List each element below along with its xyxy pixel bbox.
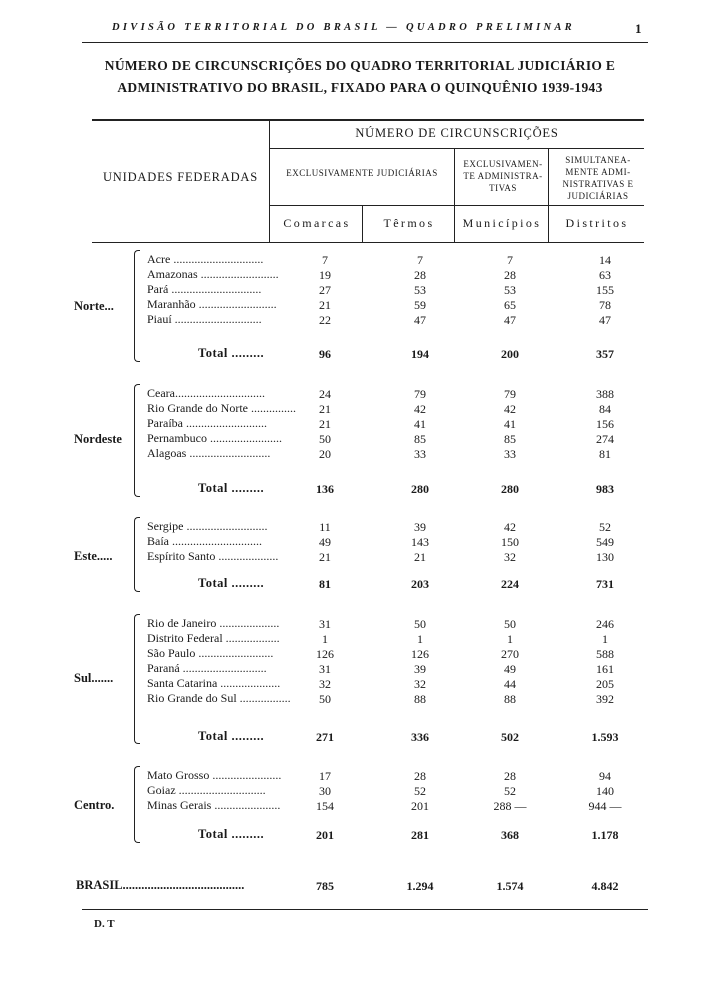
group-header-rule <box>270 148 644 149</box>
header-bottom-rule <box>92 242 644 243</box>
cell-comarcas: 21 <box>319 402 331 416</box>
cell-termos: 50 <box>414 617 426 631</box>
cell-distritos: 78 <box>599 298 611 312</box>
region-label: Sul....... <box>74 671 114 685</box>
region-total-municipios: 368 <box>501 828 519 842</box>
region-total-termos: 336 <box>411 730 429 744</box>
cell-municipios: 85 <box>504 432 516 446</box>
cell-municipios: 42 <box>504 402 516 416</box>
cell-distritos: 130 <box>596 550 614 564</box>
state-name: Ceara.............................. <box>147 386 265 400</box>
region-bracket <box>134 384 140 497</box>
state-name: Piauí ............................. <box>147 312 262 326</box>
region-label: Norte... <box>74 299 114 313</box>
region-bracket <box>134 766 140 843</box>
region-total-distritos: 357 <box>596 347 614 361</box>
cell-municipios: 270 <box>501 647 519 661</box>
cell-termos: 33 <box>414 447 426 461</box>
cell-termos: 1 <box>417 632 423 646</box>
cell-municipios: 47 <box>504 313 516 327</box>
cell-comarcas: 32 <box>319 677 331 691</box>
cell-termos: 79 <box>414 387 426 401</box>
column-header-comarcas: Comarcas <box>283 216 351 230</box>
cell-termos: 126 <box>411 647 429 661</box>
page-number: 1 <box>635 21 642 36</box>
cell-municipios: 28 <box>504 769 516 783</box>
cell-termos: 32 <box>414 677 426 691</box>
cell-comarcas: 50 <box>319 692 331 706</box>
cell-distritos: 47 <box>599 313 611 327</box>
region-total-termos: 280 <box>411 482 429 496</box>
cell-municipios: 52 <box>504 784 516 798</box>
subgroup-rule <box>270 205 644 206</box>
subgroup-exclusively-administrative: EXCLUSIVAMEN-TE ADMINISTRA-TIVAS <box>463 159 543 193</box>
cell-municipios: 42 <box>504 520 516 534</box>
region-label: Centro. <box>74 798 115 812</box>
region-total-distritos: 731 <box>596 577 614 591</box>
table-title-line-1: NÚMERO DE CIRCUNSCRIÇÕES DO QUADRO TERRITORIAL JUDICIÁRIO E <box>104 58 616 73</box>
cell-municipios: 79 <box>504 387 516 401</box>
region-total-label: Total ......... <box>198 827 265 841</box>
region-total-distritos: 1.178 <box>591 828 619 842</box>
region-total-comarcas: 271 <box>316 730 334 744</box>
cell-termos: 28 <box>414 268 426 282</box>
cell-termos: 143 <box>411 535 429 549</box>
state-name: Goiaz ............................. <box>147 783 266 797</box>
column-header-distritos: Distritos <box>565 216 629 230</box>
cell-distritos: 549 <box>596 535 614 549</box>
state-name: Rio Grande do Norte ............... <box>147 401 296 415</box>
cell-termos: 28 <box>414 769 426 783</box>
group-header-label: NÚMERO DE CIRCUNSCRIÇÕES <box>355 126 559 140</box>
cell-termos: 59 <box>414 298 426 312</box>
subgroup-exclusively-judicial: EXCLUSIVAMENTE JUDICIÁRIAS <box>286 168 438 178</box>
cell-municipios: 49 <box>504 662 516 676</box>
cell-distritos: 388 <box>596 387 614 401</box>
cell-termos: 39 <box>414 520 426 534</box>
state-name: Paraíba ........................... <box>147 416 267 430</box>
region-total-municipios: 200 <box>501 347 519 361</box>
cell-distritos: 588 <box>596 647 614 661</box>
header-rule <box>82 42 648 43</box>
state-name: Minas Gerais ...................... <box>147 798 281 812</box>
cell-comarcas: 1 <box>322 632 328 646</box>
cell-distritos: 155 <box>596 283 614 297</box>
cell-distritos: 140 <box>596 784 614 798</box>
state-name: Sergipe ........................... <box>147 519 268 533</box>
running-header: DIVISÃO TERRITORIAL DO BRASIL — QUADRO PRELIMINAR <box>112 22 575 33</box>
region-bracket <box>134 250 140 362</box>
cell-municipios: 33 <box>504 447 516 461</box>
region-total-termos: 203 <box>411 577 429 591</box>
subgroup-simultaneous: SIMULTANEA-MENTE ADMI-NISTRATIVAS E JUDICIÁRIAS <box>562 155 634 201</box>
cell-comarcas: 21 <box>319 550 331 564</box>
cell-comarcas: 31 <box>319 617 331 631</box>
state-name: Mato Grosso ....................... <box>147 768 282 782</box>
cell-municipios: 50 <box>504 617 516 631</box>
state-name: São Paulo ......................... <box>147 646 274 660</box>
region-total-comarcas: 136 <box>316 482 334 496</box>
region-total-distritos: 983 <box>596 482 614 496</box>
column-header-municipios: Municípios <box>462 216 542 230</box>
region-total-municipios: 224 <box>501 577 519 591</box>
cell-comarcas: 30 <box>319 784 331 798</box>
cell-termos: 47 <box>414 313 426 327</box>
cell-comarcas: 21 <box>319 417 331 431</box>
state-name: Pará .............................. <box>147 282 262 296</box>
cell-termos: 53 <box>414 283 426 297</box>
cell-termos: 88 <box>414 692 426 706</box>
cell-comarcas: 17 <box>319 769 331 783</box>
state-name: Paraná ............................ <box>147 661 267 675</box>
cell-comarcas: 50 <box>319 432 331 446</box>
cell-distritos: 246 <box>596 617 614 631</box>
cell-municipios: 88 <box>504 692 516 706</box>
cell-distritos: 94 <box>599 769 611 783</box>
state-name: Rio Grande do Sul ................. <box>147 691 291 705</box>
region-total-label: Total ......... <box>198 481 265 495</box>
cell-distritos: 14 <box>599 253 611 267</box>
footer-note: D. T <box>94 918 115 930</box>
state-name: Alagoas ........................... <box>147 446 271 460</box>
region-total-label: Total ......... <box>198 346 265 360</box>
region-bracket <box>134 517 140 592</box>
cell-municipios: 28 <box>504 268 516 282</box>
cell-distritos: 52 <box>599 520 611 534</box>
row-header-label: UNIDADES FEDERADAS <box>102 170 259 184</box>
cell-comarcas: 27 <box>319 283 331 297</box>
cell-termos: 85 <box>414 432 426 446</box>
state-name: Baía .............................. <box>147 534 262 548</box>
cell-comarcas: 154 <box>316 799 334 813</box>
cell-termos: 7 <box>417 253 423 267</box>
cell-distritos: 392 <box>596 692 614 706</box>
cell-distritos: 205 <box>596 677 614 691</box>
cell-distritos: 274 <box>596 432 614 446</box>
cell-comarcas: 11 <box>319 520 331 534</box>
cell-comarcas: 22 <box>319 313 331 327</box>
region-total-municipios: 280 <box>501 482 519 496</box>
cell-comarcas: 20 <box>319 447 331 461</box>
cell-distritos: 156 <box>596 417 614 431</box>
cell-municipios: 7 <box>507 253 513 267</box>
grand-total-label: BRASIL....................................... <box>76 878 245 892</box>
table-top-rule <box>92 119 644 121</box>
state-name: Acre .............................. <box>147 252 264 266</box>
region-total-comarcas: 81 <box>319 577 331 591</box>
cell-distritos: 84 <box>599 402 611 416</box>
region-total-municipios: 502 <box>501 730 519 744</box>
grand-total-comarcas: 785 <box>316 879 334 893</box>
region-label: Nordeste <box>74 432 122 446</box>
cell-distritos: 81 <box>599 447 611 461</box>
cell-comarcas: 126 <box>316 647 334 661</box>
table-title-line-2: ADMINISTRATIVO DO BRASIL, FIXADO PARA O QUINQUÊNIO 1939-1943 <box>117 80 603 95</box>
grand-total-municipios: 1.574 <box>496 879 524 893</box>
cell-termos: 21 <box>414 550 426 564</box>
cell-municipios: 65 <box>504 298 516 312</box>
cell-distritos: 63 <box>599 268 611 282</box>
region-total-comarcas: 201 <box>316 828 334 842</box>
region-bracket <box>134 614 140 744</box>
cell-termos: 42 <box>414 402 426 416</box>
region-label: Este..... <box>74 549 113 563</box>
region-total-termos: 281 <box>411 828 429 842</box>
cell-distritos: 161 <box>596 662 614 676</box>
state-name: Rio de Janeiro .................... <box>147 616 280 630</box>
cell-termos: 39 <box>414 662 426 676</box>
state-name: Pernambuco ........................ <box>147 431 282 445</box>
state-name: Santa Catarina .................... <box>147 676 281 690</box>
region-total-distritos: 1.593 <box>591 730 619 744</box>
cell-municipios: 150 <box>501 535 519 549</box>
cell-municipios: 288 — <box>493 799 527 813</box>
state-name: Amazonas .......................... <box>147 267 279 281</box>
region-total-comarcas: 96 <box>319 347 331 361</box>
state-name: Maranhão .......................... <box>147 297 277 311</box>
state-name: Espírito Santo .................... <box>147 549 279 563</box>
cell-comarcas: 24 <box>319 387 331 401</box>
cell-comarcas: 7 <box>322 253 328 267</box>
cell-termos: 52 <box>414 784 426 798</box>
cell-municipios: 32 <box>504 550 516 564</box>
grand-total-termos: 1.294 <box>406 879 434 893</box>
cell-comarcas: 19 <box>319 268 331 282</box>
cell-termos: 41 <box>414 417 426 431</box>
table-bottom-rule <box>82 909 648 910</box>
cell-comarcas: 21 <box>319 298 331 312</box>
cell-comarcas: 31 <box>319 662 331 676</box>
region-total-label: Total ......... <box>198 729 265 743</box>
cell-distritos: 944 — <box>588 799 622 813</box>
region-total-label: Total ......... <box>198 576 265 590</box>
cell-distritos: 1 <box>602 632 608 646</box>
region-total-termos: 194 <box>411 347 429 361</box>
cell-municipios: 53 <box>504 283 516 297</box>
state-name: Distrito Federal .................. <box>147 631 280 645</box>
cell-municipios: 1 <box>507 632 513 646</box>
grand-total-distritos: 4.842 <box>591 879 619 893</box>
cell-termos: 201 <box>411 799 429 813</box>
cell-comarcas: 49 <box>319 535 331 549</box>
cell-municipios: 41 <box>504 417 516 431</box>
cell-municipios: 44 <box>504 677 516 691</box>
column-header-termos: Têrmos <box>383 216 435 230</box>
